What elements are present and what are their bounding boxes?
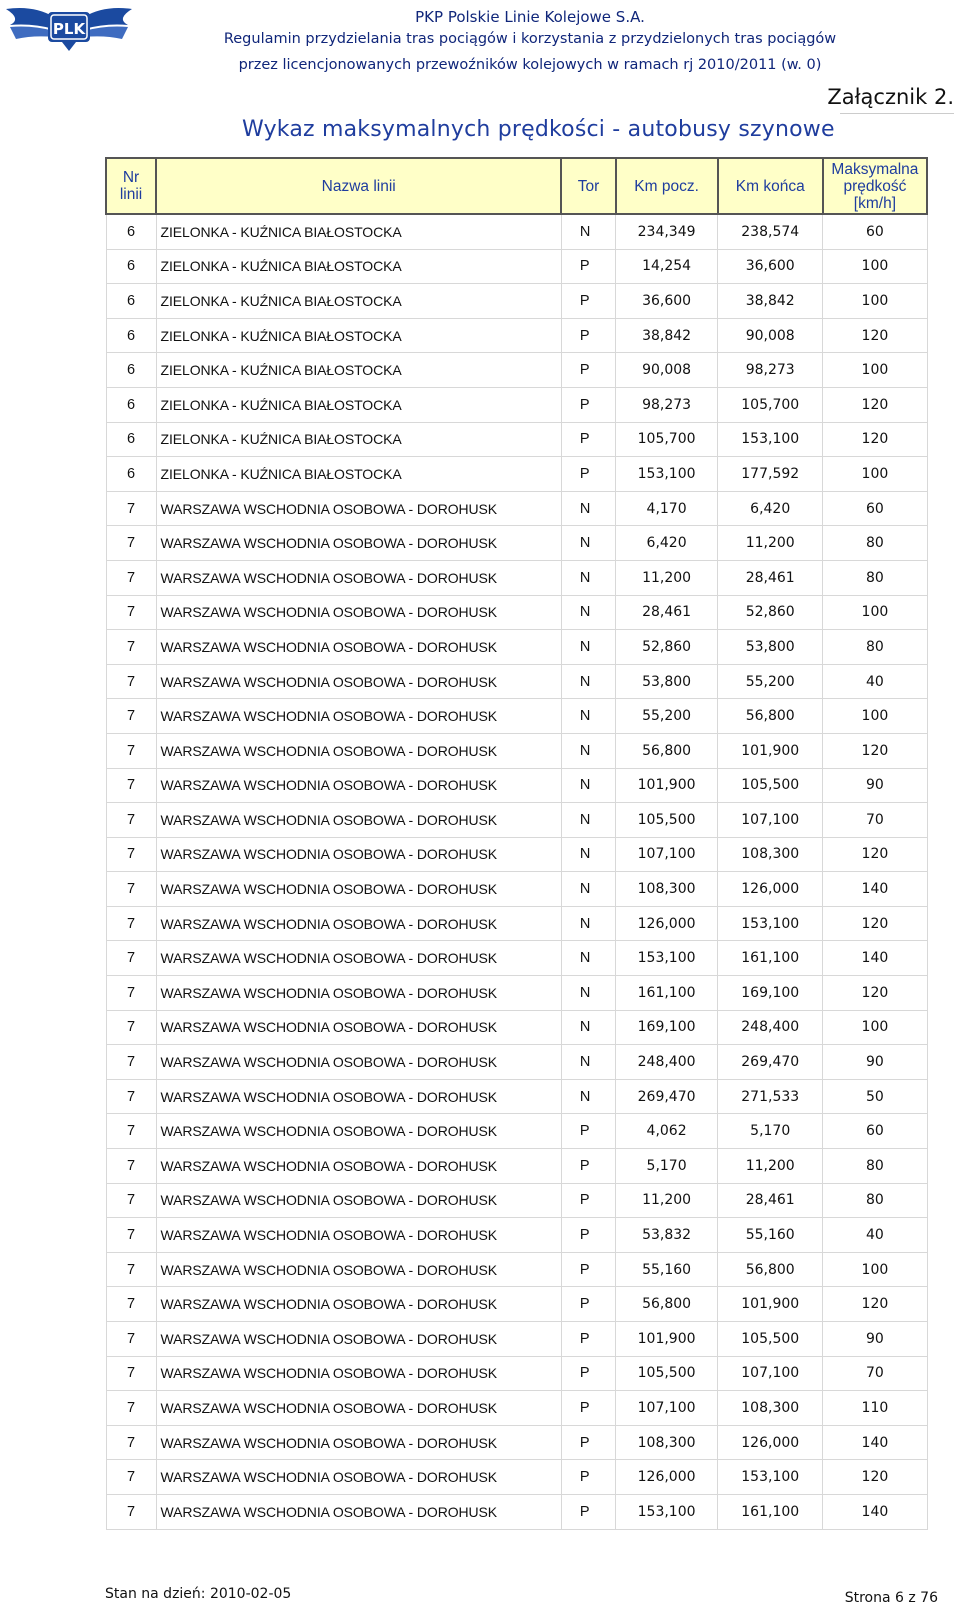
cell-max-speed: 140 (823, 1425, 927, 1460)
table-row (106, 1079, 927, 1114)
cell-km-start: 126,000 (616, 906, 718, 941)
cell-line-nr: 7 (106, 1425, 156, 1460)
cell-track: N (561, 699, 615, 734)
cell-km-start: 161,100 (616, 976, 718, 1011)
cell-km-end: 90,008 (718, 318, 823, 353)
cell-max-speed: 50 (823, 1079, 927, 1114)
cell-line-nr: 7 (106, 906, 156, 941)
cell-km-end: 153,100 (718, 422, 823, 457)
cell-km-end: 101,900 (718, 733, 823, 768)
annex-label: Załącznik 2. (827, 85, 954, 109)
cell-km-end: 161,100 (718, 1494, 823, 1529)
table-row (106, 1045, 927, 1080)
cell-max-speed: 120 (823, 976, 927, 1011)
cell-line-name: WARSZAWA WSCHODNIA OSOBOWA - DOROHUSK (156, 1218, 561, 1253)
cell-track: N (561, 630, 615, 665)
table-row (106, 595, 927, 630)
speed-table (105, 157, 928, 1530)
cell-track: N (561, 526, 615, 561)
table-row (106, 387, 927, 422)
header-nr: Nr linii (106, 158, 156, 214)
cell-max-speed: 120 (823, 906, 927, 941)
cell-km-start: 56,800 (616, 733, 718, 768)
cell-km-end: 107,100 (718, 803, 823, 838)
cell-km-end: 55,160 (718, 1218, 823, 1253)
cell-track: P (561, 1322, 615, 1357)
cell-line-name: WARSZAWA WSCHODNIA OSOBOWA - DOROHUSK (156, 733, 561, 768)
cell-km-start: 101,900 (616, 1322, 718, 1357)
cell-track: P (561, 1391, 615, 1426)
table-row (106, 1494, 927, 1529)
cell-line-name: WARSZAWA WSCHODNIA OSOBOWA - DOROHUSK (156, 768, 561, 803)
cell-km-end: 36,600 (718, 249, 823, 284)
cell-track: P (561, 1149, 615, 1184)
table-row (106, 1218, 927, 1253)
table-row (106, 1460, 927, 1495)
table-header-row (106, 158, 927, 214)
cell-line-nr: 7 (106, 1149, 156, 1184)
cell-km-end: 105,500 (718, 768, 823, 803)
table-row (106, 837, 927, 872)
cell-track: N (561, 872, 615, 907)
cell-max-speed: 100 (823, 457, 927, 492)
company-name: PKP Polskie Linie Kolejowe S.A. (415, 8, 645, 26)
table-row (106, 664, 927, 699)
cell-track: P (561, 1218, 615, 1253)
cell-km-end: 28,461 (718, 1183, 823, 1218)
cell-line-nr: 6 (106, 249, 156, 284)
cell-line-nr: 7 (106, 1494, 156, 1529)
cell-line-nr: 6 (106, 387, 156, 422)
cell-max-speed: 120 (823, 422, 927, 457)
cell-line-name: WARSZAWA WSCHODNIA OSOBOWA - DOROHUSK (156, 941, 561, 976)
cell-max-speed: 100 (823, 595, 927, 630)
cell-max-speed: 80 (823, 1149, 927, 1184)
cell-max-speed: 100 (823, 249, 927, 284)
cell-line-nr: 7 (106, 1391, 156, 1426)
document-header (140, 8, 920, 78)
page-title: Wykaz maksymalnych prędkości - autobusy szynowe (242, 117, 835, 142)
cell-line-nr: 6 (106, 353, 156, 388)
cell-line-name: WARSZAWA WSCHODNIA OSOBOWA - DOROHUSK (156, 976, 561, 1011)
cell-track: N (561, 906, 615, 941)
cell-track: N (561, 733, 615, 768)
table-row (106, 318, 927, 353)
cell-max-speed: 80 (823, 1183, 927, 1218)
cell-km-start: 107,100 (616, 1391, 718, 1426)
cell-max-speed: 120 (823, 1460, 927, 1495)
cell-line-name: WARSZAWA WSCHODNIA OSOBOWA - DOROHUSK (156, 1114, 561, 1149)
cell-track: N (561, 1079, 615, 1114)
cell-line-name: WARSZAWA WSCHODNIA OSOBOWA - DOROHUSK (156, 1356, 561, 1391)
cell-km-start: 101,900 (616, 768, 718, 803)
cell-line-nr: 7 (106, 768, 156, 803)
cell-track: N (561, 491, 615, 526)
table-row (106, 872, 927, 907)
table-row (106, 526, 927, 561)
cell-km-start: 6,420 (616, 526, 718, 561)
cell-line-name: ZIELONKA - KUŹNICA BIAŁOSTOCKA (156, 422, 561, 457)
cell-track: N (561, 214, 615, 249)
cell-track: P (561, 249, 615, 284)
cell-max-speed: 120 (823, 387, 927, 422)
cell-line-name: WARSZAWA WSCHODNIA OSOBOWA - DOROHUSK (156, 1460, 561, 1495)
cell-line-name: WARSZAWA WSCHODNIA OSOBOWA - DOROHUSK (156, 803, 561, 838)
cell-line-nr: 6 (106, 457, 156, 492)
cell-max-speed: 80 (823, 630, 927, 665)
cell-line-nr: 7 (106, 976, 156, 1011)
table-row (106, 1356, 927, 1391)
cell-track: N (561, 1010, 615, 1045)
cell-line-name: ZIELONKA - KUŹNICA BIAŁOSTOCKA (156, 457, 561, 492)
cell-km-start: 105,500 (616, 803, 718, 838)
cell-km-end: 56,800 (718, 1252, 823, 1287)
cell-line-nr: 6 (106, 422, 156, 457)
cell-max-speed: 40 (823, 1218, 927, 1253)
cell-track: N (561, 560, 615, 595)
table-row (106, 353, 927, 388)
cell-km-end: 161,100 (718, 941, 823, 976)
cell-track: N (561, 1045, 615, 1080)
cell-track: N (561, 976, 615, 1011)
cell-max-speed: 100 (823, 1010, 927, 1045)
cell-line-nr: 6 (106, 214, 156, 249)
cell-km-end: 6,420 (718, 491, 823, 526)
cell-max-speed: 120 (823, 733, 927, 768)
cell-max-speed: 90 (823, 1045, 927, 1080)
cell-km-start: 105,500 (616, 1356, 718, 1391)
table-row (106, 284, 927, 319)
cell-line-name: WARSZAWA WSCHODNIA OSOBOWA - DOROHUSK (156, 1322, 561, 1357)
cell-line-nr: 7 (106, 560, 156, 595)
cell-km-start: 248,400 (616, 1045, 718, 1080)
cell-km-end: 177,592 (718, 457, 823, 492)
cell-max-speed: 90 (823, 1322, 927, 1357)
table-row (106, 1149, 927, 1184)
cell-max-speed: 100 (823, 353, 927, 388)
cell-km-start: 234,349 (616, 214, 718, 249)
cell-km-start: 53,832 (616, 1218, 718, 1253)
cell-line-nr: 7 (106, 1252, 156, 1287)
cell-line-name: WARSZAWA WSCHODNIA OSOBOWA - DOROHUSK (156, 630, 561, 665)
cell-track: P (561, 1252, 615, 1287)
cell-max-speed: 110 (823, 1391, 927, 1426)
cell-max-speed: 70 (823, 803, 927, 838)
cell-line-nr: 7 (106, 526, 156, 561)
cell-km-end: 169,100 (718, 976, 823, 1011)
cell-max-speed: 120 (823, 1287, 927, 1322)
cell-line-nr: 7 (106, 491, 156, 526)
cell-track: P (561, 1183, 615, 1218)
cell-km-start: 4,170 (616, 491, 718, 526)
cell-km-start: 90,008 (616, 353, 718, 388)
cell-line-nr: 7 (106, 595, 156, 630)
cell-km-end: 28,461 (718, 560, 823, 595)
cell-km-end: 52,860 (718, 595, 823, 630)
cell-km-end: 55,200 (718, 664, 823, 699)
cell-line-nr: 7 (106, 1045, 156, 1080)
cell-track: P (561, 284, 615, 319)
cell-km-start: 108,300 (616, 1425, 718, 1460)
cell-max-speed: 60 (823, 1114, 927, 1149)
cell-line-name: ZIELONKA - KUŹNICA BIAŁOSTOCKA (156, 318, 561, 353)
header-vmax: Maksymalna prędkość [km/h] (823, 158, 927, 214)
table-row (106, 1287, 927, 1322)
cell-line-nr: 7 (106, 664, 156, 699)
cell-km-end: 53,800 (718, 630, 823, 665)
cell-track: P (561, 1494, 615, 1529)
header-name: Nazwa linii (156, 158, 561, 214)
cell-km-end: 11,200 (718, 1149, 823, 1184)
cell-line-name: WARSZAWA WSCHODNIA OSOBOWA - DOROHUSK (156, 872, 561, 907)
cell-track: N (561, 664, 615, 699)
header-km-end: Km końca (718, 158, 823, 214)
cell-km-start: 153,100 (616, 941, 718, 976)
cell-line-nr: 7 (106, 630, 156, 665)
cell-km-start: 107,100 (616, 837, 718, 872)
cell-km-start: 5,170 (616, 1149, 718, 1184)
cell-line-name: WARSZAWA WSCHODNIA OSOBOWA - DOROHUSK (156, 1079, 561, 1114)
cell-km-end: 105,700 (718, 387, 823, 422)
cell-km-start: 38,842 (616, 318, 718, 353)
cell-km-start: 11,200 (616, 1183, 718, 1218)
cell-line-name: WARSZAWA WSCHODNIA OSOBOWA - DOROHUSK (156, 1252, 561, 1287)
table-row (106, 1322, 927, 1357)
cell-km-start: 126,000 (616, 1460, 718, 1495)
cell-km-start: 153,100 (616, 457, 718, 492)
cell-km-start: 52,860 (616, 630, 718, 665)
cell-line-name: WARSZAWA WSCHODNIA OSOBOWA - DOROHUSK (156, 526, 561, 561)
cell-track: P (561, 353, 615, 388)
table-row (106, 560, 927, 595)
cell-track: P (561, 1114, 615, 1149)
cell-track: P (561, 387, 615, 422)
cell-line-nr: 7 (106, 1079, 156, 1114)
cell-track: N (561, 837, 615, 872)
table-row (106, 733, 927, 768)
cell-km-end: 238,574 (718, 214, 823, 249)
cell-line-name: WARSZAWA WSCHODNIA OSOBOWA - DOROHUSK (156, 1494, 561, 1529)
cell-line-nr: 7 (106, 1114, 156, 1149)
cell-line-name: WARSZAWA WSCHODNIA OSOBOWA - DOROHUSK (156, 837, 561, 872)
cell-line-nr: 7 (106, 803, 156, 838)
cell-km-end: 153,100 (718, 1460, 823, 1495)
table-row (106, 1010, 927, 1045)
table-row (106, 249, 927, 284)
cell-line-name: WARSZAWA WSCHODNIA OSOBOWA - DOROHUSK (156, 699, 561, 734)
cell-max-speed: 100 (823, 284, 927, 319)
cell-line-nr: 7 (106, 699, 156, 734)
cell-line-name: WARSZAWA WSCHODNIA OSOBOWA - DOROHUSK (156, 664, 561, 699)
cell-max-speed: 140 (823, 872, 927, 907)
cell-km-start: 269,470 (616, 1079, 718, 1114)
table-row (106, 422, 927, 457)
cell-km-end: 11,200 (718, 526, 823, 561)
cell-line-nr: 7 (106, 1010, 156, 1045)
cell-line-name: ZIELONKA - KUŹNICA BIAŁOSTOCKA (156, 353, 561, 388)
footer-date: Stan na dzień: 2010-02-05 (105, 1586, 292, 1602)
cell-track: N (561, 768, 615, 803)
cell-km-start: 98,273 (616, 387, 718, 422)
table-row (106, 1391, 927, 1426)
cell-km-end: 153,100 (718, 906, 823, 941)
cell-line-nr: 6 (106, 284, 156, 319)
cell-line-name: WARSZAWA WSCHODNIA OSOBOWA - DOROHUSK (156, 1149, 561, 1184)
cell-line-name: WARSZAWA WSCHODNIA OSOBOWA - DOROHUSK (156, 1010, 561, 1045)
table-row (106, 941, 927, 976)
annex-underline (840, 113, 954, 114)
cell-km-start: 4,062 (616, 1114, 718, 1149)
cell-km-end: 108,300 (718, 1391, 823, 1426)
cell-line-name: WARSZAWA WSCHODNIA OSOBOWA - DOROHUSK (156, 1287, 561, 1322)
plk-logo (4, 3, 134, 53)
cell-km-end: 5,170 (718, 1114, 823, 1149)
cell-km-end: 126,000 (718, 872, 823, 907)
cell-km-end: 56,800 (718, 699, 823, 734)
cell-max-speed: 100 (823, 699, 927, 734)
cell-track: P (561, 1425, 615, 1460)
cell-max-speed: 120 (823, 837, 927, 872)
regulation-line-1: Regulamin przydzielania tras pociągów i korzystania z przydzielonych tras pociągów (223, 31, 837, 47)
cell-km-start: 108,300 (616, 872, 718, 907)
cell-line-name: ZIELONKA - KUŹNICA BIAŁOSTOCKA (156, 214, 561, 249)
cell-km-end: 126,000 (718, 1425, 823, 1460)
cell-line-name: WARSZAWA WSCHODNIA OSOBOWA - DOROHUSK (156, 560, 561, 595)
cell-km-start: 53,800 (616, 664, 718, 699)
cell-line-nr: 7 (106, 1183, 156, 1218)
table-row (106, 768, 927, 803)
cell-km-start: 55,160 (616, 1252, 718, 1287)
cell-km-end: 269,470 (718, 1045, 823, 1080)
cell-km-start: 28,461 (616, 595, 718, 630)
cell-line-name: WARSZAWA WSCHODNIA OSOBOWA - DOROHUSK (156, 1391, 561, 1426)
cell-track: P (561, 318, 615, 353)
cell-track: P (561, 422, 615, 457)
cell-km-start: 105,700 (616, 422, 718, 457)
regulation-line-2: przez licencjonowanych przewoźników kolejowych w ramach rj 2010/2011 (w. 0) (238, 57, 822, 73)
cell-km-start: 169,100 (616, 1010, 718, 1045)
cell-line-nr: 7 (106, 941, 156, 976)
header-km-start: Km pocz. (616, 158, 718, 214)
cell-line-name: WARSZAWA WSCHODNIA OSOBOWA - DOROHUSK (156, 491, 561, 526)
cell-max-speed: 140 (823, 941, 927, 976)
cell-km-start: 36,600 (616, 284, 718, 319)
cell-max-speed: 60 (823, 214, 927, 249)
cell-line-name: ZIELONKA - KUŹNICA BIAŁOSTOCKA (156, 249, 561, 284)
table-row (106, 1425, 927, 1460)
cell-line-nr: 7 (106, 1460, 156, 1495)
cell-track: P (561, 1287, 615, 1322)
cell-line-name: WARSZAWA WSCHODNIA OSOBOWA - DOROHUSK (156, 1425, 561, 1460)
cell-km-start: 11,200 (616, 560, 718, 595)
cell-max-speed: 100 (823, 1252, 927, 1287)
cell-km-end: 108,300 (718, 837, 823, 872)
cell-km-start: 14,254 (616, 249, 718, 284)
cell-max-speed: 80 (823, 526, 927, 561)
cell-line-name: WARSZAWA WSCHODNIA OSOBOWA - DOROHUSK (156, 906, 561, 941)
cell-km-end: 105,500 (718, 1322, 823, 1357)
table-row (106, 630, 927, 665)
cell-line-nr: 7 (106, 1356, 156, 1391)
cell-track: P (561, 1356, 615, 1391)
cell-track: N (561, 595, 615, 630)
cell-km-start: 55,200 (616, 699, 718, 734)
table-row (106, 1114, 927, 1149)
cell-km-start: 56,800 (616, 1287, 718, 1322)
cell-line-name: WARSZAWA WSCHODNIA OSOBOWA - DOROHUSK (156, 1045, 561, 1080)
cell-km-end: 98,273 (718, 353, 823, 388)
table-row (106, 976, 927, 1011)
cell-max-speed: 70 (823, 1356, 927, 1391)
logo-text: PLK (52, 20, 86, 38)
cell-line-nr: 7 (106, 837, 156, 872)
table-row (106, 214, 927, 249)
footer-page-number: Strona 6 z 76 (844, 1590, 938, 1606)
cell-max-speed: 90 (823, 768, 927, 803)
table-row (106, 803, 927, 838)
cell-km-start: 153,100 (616, 1494, 718, 1529)
table-row (106, 1252, 927, 1287)
cell-line-name: WARSZAWA WSCHODNIA OSOBOWA - DOROHUSK (156, 1183, 561, 1218)
cell-km-end: 38,842 (718, 284, 823, 319)
cell-max-speed: 140 (823, 1494, 927, 1529)
cell-line-name: ZIELONKA - KUŹNICA BIAŁOSTOCKA (156, 284, 561, 319)
cell-km-end: 248,400 (718, 1010, 823, 1045)
table-row (106, 699, 927, 734)
table-row (106, 457, 927, 492)
cell-km-end: 271,533 (718, 1079, 823, 1114)
header-tor: Tor (561, 158, 615, 214)
cell-line-nr: 7 (106, 733, 156, 768)
cell-km-end: 101,900 (718, 1287, 823, 1322)
cell-max-speed: 60 (823, 491, 927, 526)
cell-track: P (561, 1460, 615, 1495)
table-row (106, 906, 927, 941)
cell-line-name: WARSZAWA WSCHODNIA OSOBOWA - DOROHUSK (156, 595, 561, 630)
cell-line-nr: 7 (106, 872, 156, 907)
cell-line-nr: 7 (106, 1322, 156, 1357)
cell-track: N (561, 941, 615, 976)
cell-line-nr: 7 (106, 1287, 156, 1322)
cell-line-name: ZIELONKA - KUŹNICA BIAŁOSTOCKA (156, 387, 561, 422)
cell-km-end: 107,100 (718, 1356, 823, 1391)
cell-track: N (561, 803, 615, 838)
table-row (106, 1183, 927, 1218)
table-row (106, 491, 927, 526)
cell-line-nr: 7 (106, 1218, 156, 1253)
cell-max-speed: 40 (823, 664, 927, 699)
cell-line-nr: 6 (106, 318, 156, 353)
cell-max-speed: 80 (823, 560, 927, 595)
cell-max-speed: 120 (823, 318, 927, 353)
cell-track: P (561, 457, 615, 492)
